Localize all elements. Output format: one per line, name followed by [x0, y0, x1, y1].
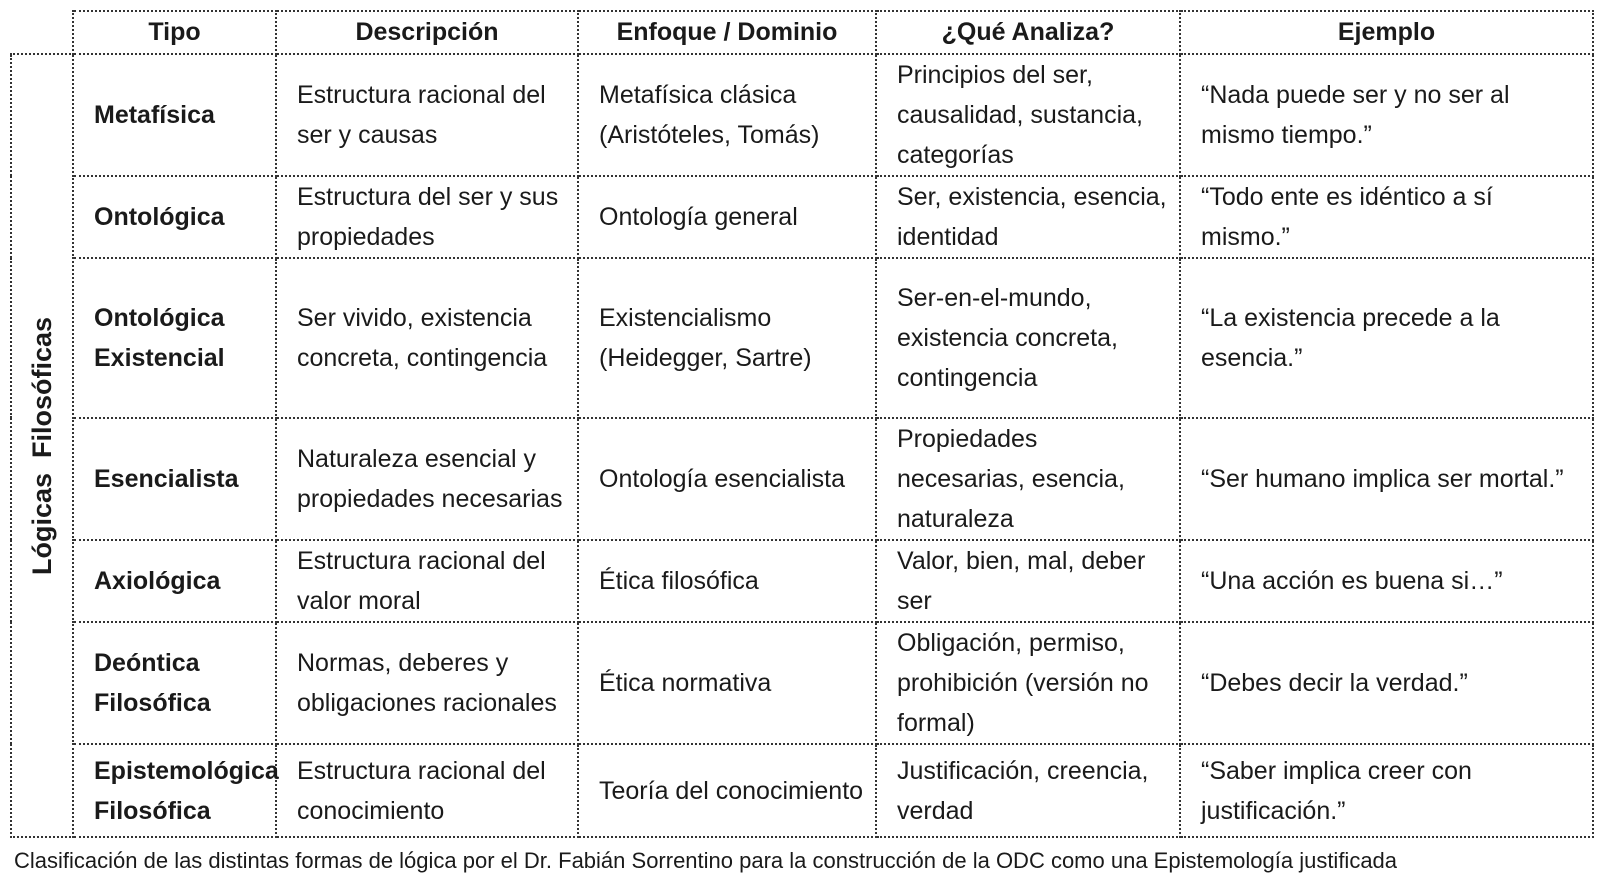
cell-enfoque: Ética normativa [578, 622, 876, 744]
cell-tipo: Epistemológica Filosófica [73, 744, 276, 837]
cell-tipo: Ontológica Existencial [73, 258, 276, 418]
cell-que-analiza: Ser-en-el-mundo, existencia concreta, contingencia [876, 258, 1180, 418]
cell-que-analiza: Valor, bien, mal, deber ser [876, 540, 1180, 622]
table-row [11, 744, 1593, 837]
cell-que-analiza: Obligación, permiso, prohibición (versión no formal) [876, 622, 1180, 744]
cell-que-analiza: Justificación, creencia, verdad [876, 744, 1180, 837]
cell-descripcion: Estructura racional del conocimiento [276, 744, 578, 837]
cell-ejemplo: “Debes decir la verdad.” [1180, 622, 1593, 744]
cell-descripcion: Estructura racional del ser y causas [276, 54, 578, 176]
cell-descripcion: Estructura racional del valor moral [276, 540, 578, 622]
side-label-cell [11, 54, 73, 837]
cell-que-analiza: Propiedades necesarias, esencia, naturaleza [876, 418, 1180, 540]
header-row [11, 11, 1593, 54]
table-row [11, 540, 1593, 622]
cell-enfoque: Ontología esencialista [578, 418, 876, 540]
cell-tipo: Deóntica Filosófica [73, 622, 276, 744]
cell-enfoque: Teoría del conocimiento [578, 744, 876, 837]
cell-ejemplo: “Nada puede ser y no ser al mismo tiempo.” [1180, 54, 1593, 176]
cell-descripcion: Estructura del ser y sus propiedades [276, 176, 578, 258]
cell-ejemplo: “Saber implica creer con justificación.” [1180, 744, 1593, 837]
table-row [11, 54, 1593, 176]
cell-ejemplo: “Ser humano implica ser mortal.” [1180, 418, 1593, 540]
table-caption: Clasificación de las distintas formas de lógica por el Dr. Fabián Sorrentino para la construcción de la ODC como una Epistemología justificada [14, 848, 1398, 873]
cell-ejemplo: “Todo ente es idéntico a sí mismo.” [1180, 176, 1593, 258]
header-tipo: Tipo [73, 11, 276, 54]
cell-que-analiza: Ser, existencia, esencia, identidad [876, 176, 1180, 258]
table-row [11, 622, 1593, 744]
table-row [11, 258, 1593, 418]
cell-descripcion: Naturaleza esencial y propiedades necesarias [276, 418, 578, 540]
header-descripcion: Descripción [276, 11, 578, 54]
logic-classification-table-container [10, 10, 1592, 838]
cell-enfoque: Ética filosófica [578, 540, 876, 622]
corner-cell [11, 11, 73, 54]
cell-que-analiza: Principios del ser, causalidad, sustancia, categorías [876, 54, 1180, 176]
header-ejemplo: Ejemplo [1180, 11, 1593, 54]
cell-descripcion: Ser vivido, existencia concreta, contingencia [276, 258, 578, 418]
header-que-analiza: ¿Qué Analiza? [876, 11, 1180, 54]
cell-tipo: Axiológica [73, 540, 276, 622]
cell-descripcion: Normas, deberes y obligaciones racionales [276, 622, 578, 744]
cell-enfoque: Existencialismo (Heidegger, Sartre) [578, 258, 876, 418]
cell-tipo: Ontológica [73, 176, 276, 258]
cell-tipo: Metafísica [73, 54, 276, 176]
cell-ejemplo: “La existencia precede a la esencia.” [1180, 258, 1593, 418]
logic-classification-table [10, 10, 1594, 838]
cell-tipo: Esencialista [73, 418, 276, 540]
side-label: Lógicas Filosóficas [27, 316, 57, 575]
table-row [11, 418, 1593, 540]
table-row [11, 176, 1593, 258]
header-enfoque: Enfoque / Dominio [578, 11, 876, 54]
cell-enfoque: Ontología general [578, 176, 876, 258]
cell-ejemplo: “Una acción es buena si…” [1180, 540, 1593, 622]
cell-enfoque: Metafísica clásica (Aristóteles, Tomás) [578, 54, 876, 176]
